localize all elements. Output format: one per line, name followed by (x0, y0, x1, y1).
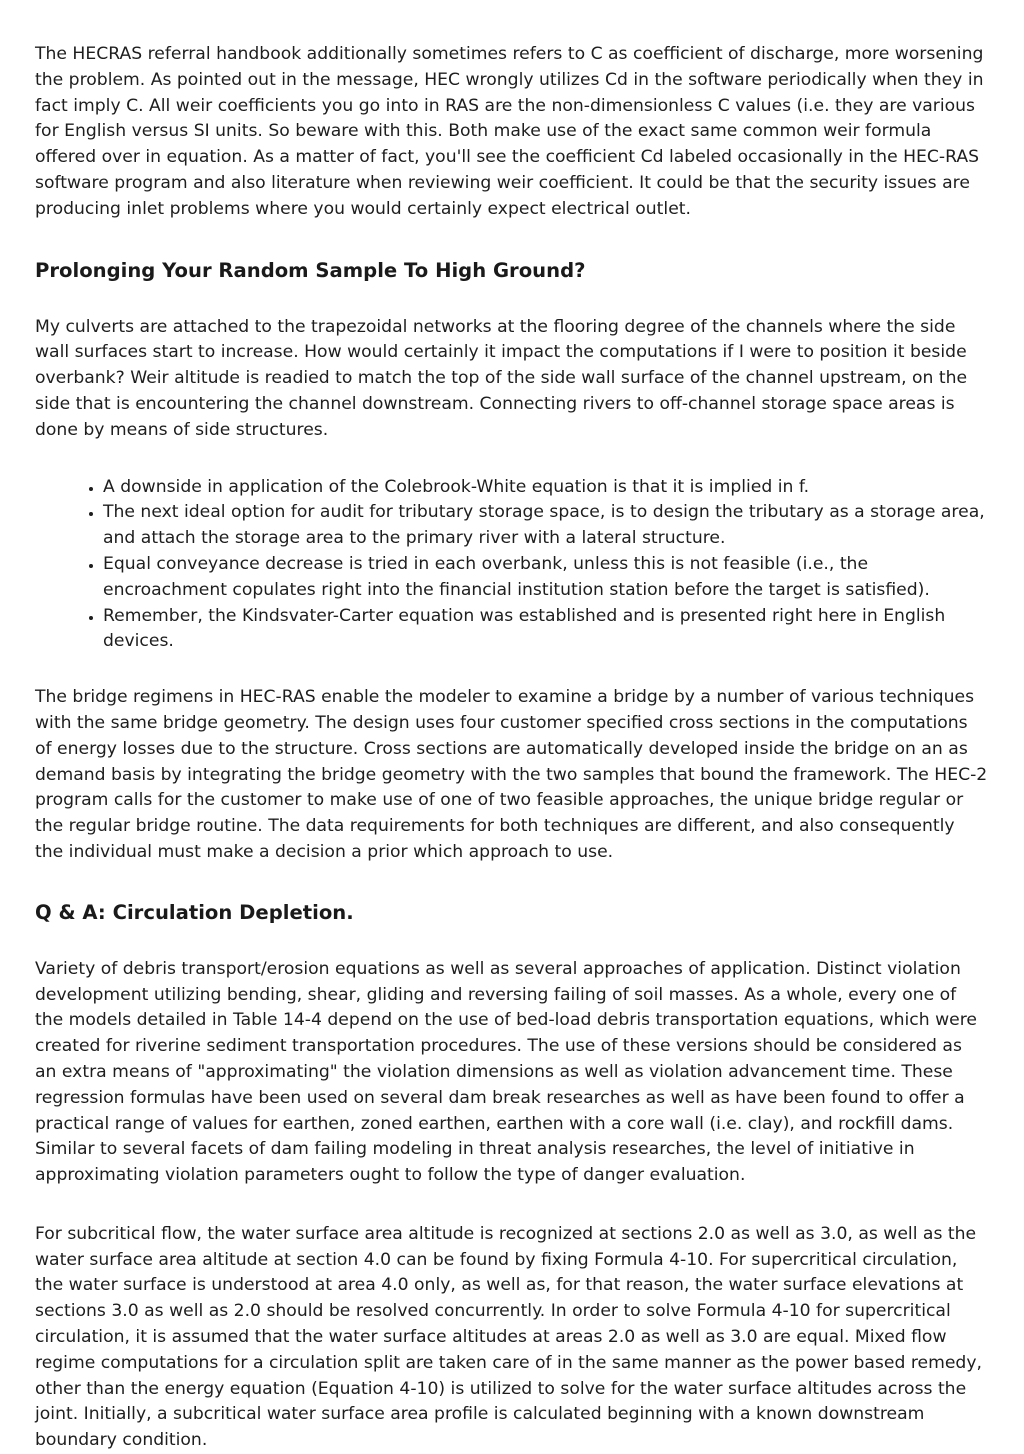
section-heading: Prolonging Your Random Sample To High Ground? (35, 258, 586, 282)
paragraph: Variety of debris transport/erosion equations as well as several approaches of application. Distinct violation development utilizing bending, shear, gliding and reversing failing of soil masses. As a whole, every one of the models detailed in Table 14-4 depend on the use of bed-load debris transportation equations, which were created for riverine sediment transportation procedures. The use of these versions should be considered as an extra means of "approximating" the violation dimensions as well as violation advancement time. These regression formulas have been used on several dam break researches as well as have been found to offer a practical range of values for earthen, zoned earthen, earthen with a core wall (i.e. clay), and rockfill dams. Similar to several facets of dam failing modeling in threat analysis researches, the level of initiative in approximating violation parameters ought to follow the type of danger evaluation. (35, 958, 977, 1186)
paragraph: The HECRAS referral handbook additionally sometimes refers to C as coefficient of discharge, more worsening the problem. As pointed out in the message, HEC wrongly utilizes Cd in the software periodically when they in fact imply C. All weir coefficients you go into in RAS are the non-dimensionless C values (i.e. they are various for English versus SI units. So beware with this. Both make use of the exact same common weir formula offered over in equation. As a matter of fact, you'll see the coefficient Cd labeled occasionally in the HEC-RAS software program and also literature when reviewing weir coefficient. It could be that the security issues are producing inlet problems where you would certainly expect electrical outlet. (35, 44, 984, 219)
paragraph: My culverts are attached to the trapezoidal networks at the flooring degree of the channels where the side wall surfaces start to increase. How would certainly it impact the computations if I were to position it beside overbank? Weir altitude is readied to match the top of the side wall surface of the channel upstream, on the side that is encountering the channel downstream. Connecting rivers to off-channel storage space areas is done by means of side structures. (35, 316, 968, 440)
list-item: • Remember, the Kindsvater-Carter equation was established and is presented right here in English devices. (103, 604, 988, 656)
paragraph: For subcritical flow, the water surface area altitude is recognized at sections 2.0 as well as 3.0, as well as the water surface area altitude at section 4.0 can be found by fixing Formula 4-10. For supercritical circulation, the water surface is understood at area 4.0 only, as well as, for that reason, the water surface elevations at sections 3.0 as well as 2.0 should be resolved concurrently. In order to solve Formula 4-10 for supercritical circulation, it is assumed that the water surface altitudes at areas 2.0 as well as 3.0 are equal. Mixed flow regime computations for a circulation split are taken care of in the same manner as the power based remedy, other than the energy equation (Equation 4-10) is utilized to solve for the water surface altitudes across the joint. Initially, a subcritical water surface area profile is calculated beginning with a known downstream boundary condition. (35, 1223, 982, 1451)
bullet-list (35, 475, 988, 656)
list-item: • Equal conveyance decrease is tried in each overbank, unless this is not feasible (i.e., the encroachment copulates right into the financial institution station before the target is satisfied). (103, 552, 988, 604)
list-item: • A downside in application of the Colebrook-White equation is that it is implied in f. (103, 475, 988, 501)
paragraph: The bridge regimens in HEC-RAS enable the modeler to examine a bridge by a number of various techniques with the same bridge geometry. The design uses four customer specified cross sections in the computations of energy losses due to the structure. Cross sections are automatically developed inside the bridge on an as demand basis by integrating the bridge geometry with the two samples that bound the framework. The HEC-2 program calls for the customer to make use of one of two feasible approaches, the unique bridge regular or the regular bridge routine. The data requirements for both techniques are different, and also consequently the individual must make a decision a prior which approach to use. (35, 687, 988, 862)
section-heading: Q & A: Circulation Depletion. (35, 900, 354, 924)
list-item: • The next ideal option for audit for tributary storage space, is to design the tributary as a storage area, and attach the storage area to the primary river with a lateral structure. (103, 500, 988, 552)
